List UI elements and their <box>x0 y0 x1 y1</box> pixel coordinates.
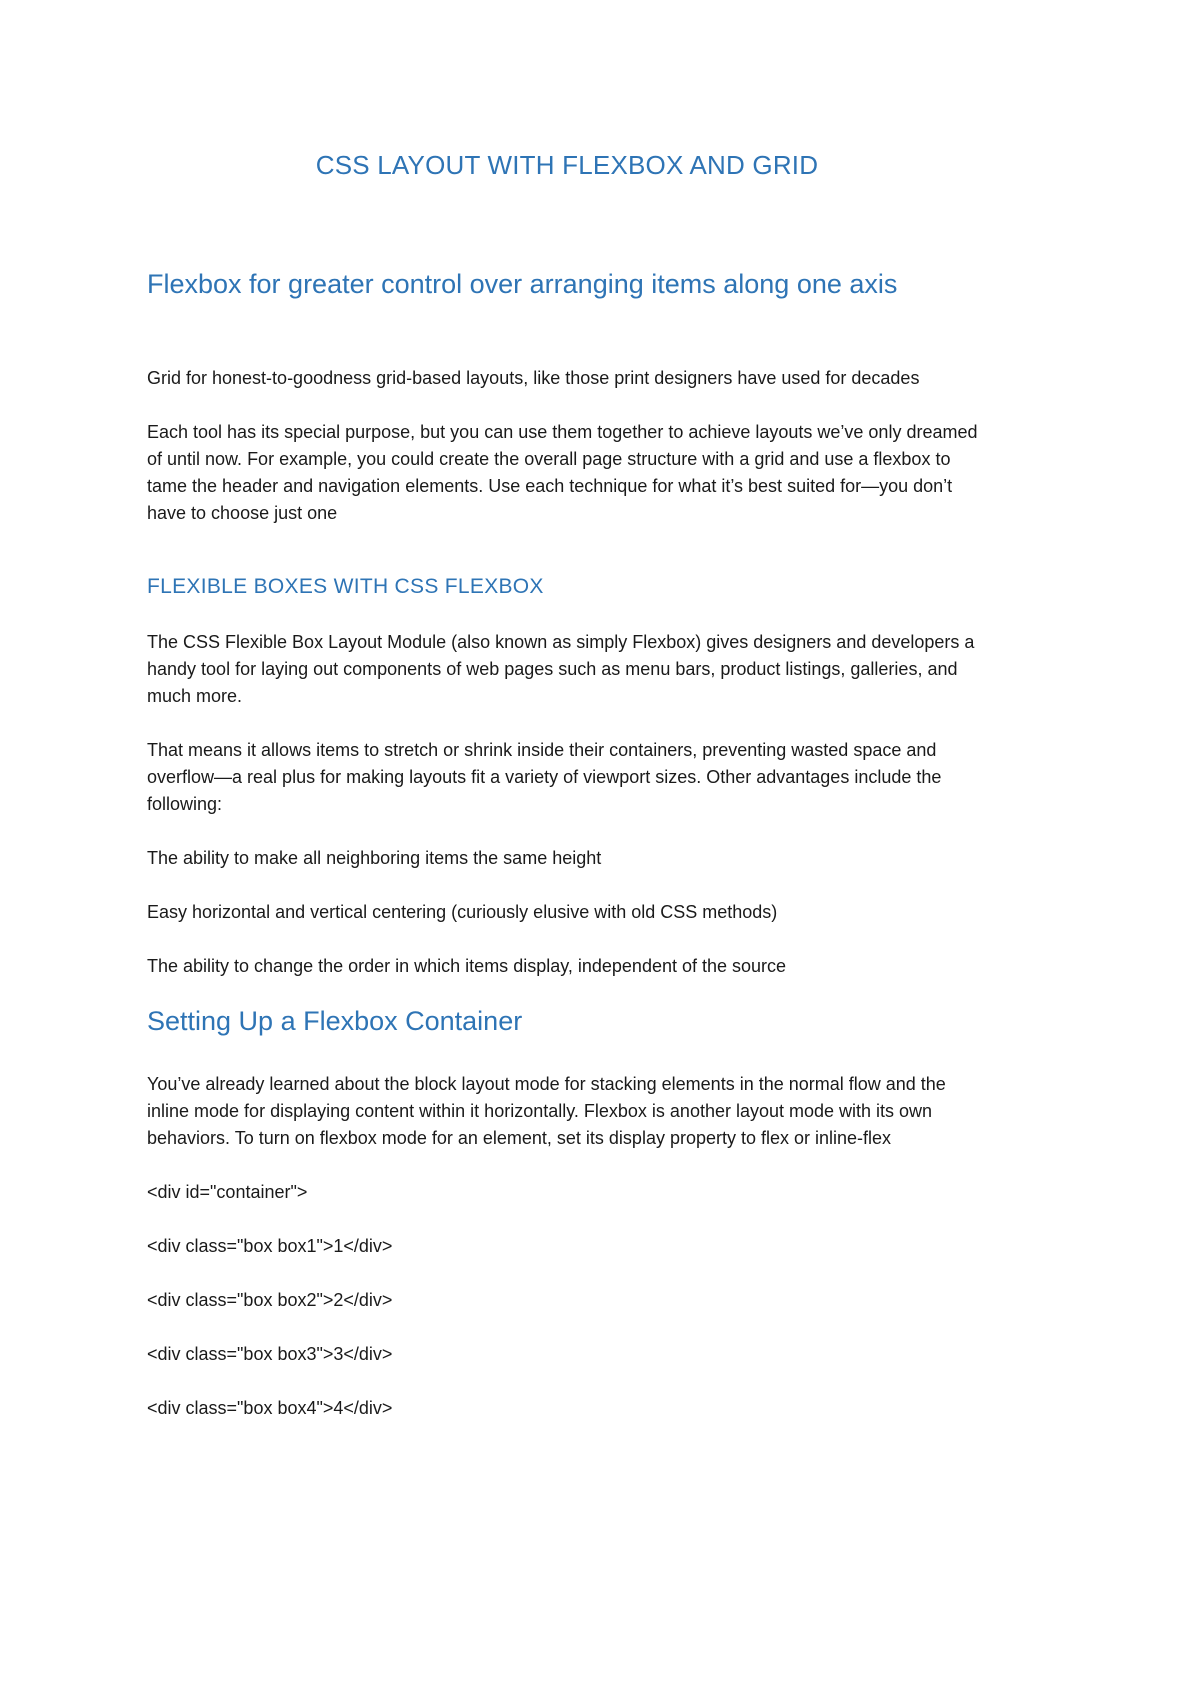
document-content <box>147 150 987 1422</box>
code-line: <div id="container"> <box>147 1182 308 1202</box>
document-title: CSS LAYOUT WITH FLEXBOX AND GRID <box>315 150 819 180</box>
paragraph-each-tool: Each tool has its special purpose, but you can use them together to achieve layouts we’ve only dreamed of until now. For example, you could create the overall page structure with a grid and use a flexbox to tame the header and navigation elements. Use each technique for what it’s best suited for—you don’t have to choose just one <box>147 422 978 523</box>
advantage-item: The ability to make all neighboring items the same height <box>147 848 602 868</box>
paragraph-grid: Grid for honest-to-goodness grid-based layouts, like those print designers have used for decades <box>147 368 920 388</box>
heading-flexible-boxes: FLEXIBLE BOXES WITH CSS FLEXBOX <box>147 575 544 598</box>
code-line: <div class="box box1">1</div> <box>147 1236 393 1256</box>
paragraph-stretch: That means it allows items to stretch or shrink inside their containers, preventing wasted space and overflow—a real plus for making layouts fit a variety of viewport sizes. Other advantages include the following: <box>147 740 942 814</box>
heading-flexbox-axis: Flexbox for greater control over arranging items along one axis <box>147 269 898 299</box>
heading-setting-up: Setting Up a Flexbox Container <box>147 1006 523 1036</box>
advantage-item: The ability to change the order in which items display, independent of the source <box>147 956 787 976</box>
code-line: <div class="box box3">3</div> <box>147 1344 393 1364</box>
advantage-item: Easy horizontal and vertical centering (curiously elusive with old CSS methods) <box>147 902 778 922</box>
code-line: <div class="box box2">2</div> <box>147 1290 393 1310</box>
code-line: <div class="box box4">4</div> <box>147 1398 393 1418</box>
paragraph-module: The CSS Flexible Box Layout Module (also known as simply Flexbox) gives designers and developers a handy tool for laying out components of web pages such as menu bars, product listings, galleries, and much more. <box>147 632 975 706</box>
paragraph-setup: You’ve already learned about the block layout mode for stacking elements in the normal flow and the inline mode for displaying content within it horizontally. Flexbox is another layout mode with its own behaviors. To turn on flexbox mode for an element, set its display property to flex or inline-flex <box>147 1074 946 1148</box>
